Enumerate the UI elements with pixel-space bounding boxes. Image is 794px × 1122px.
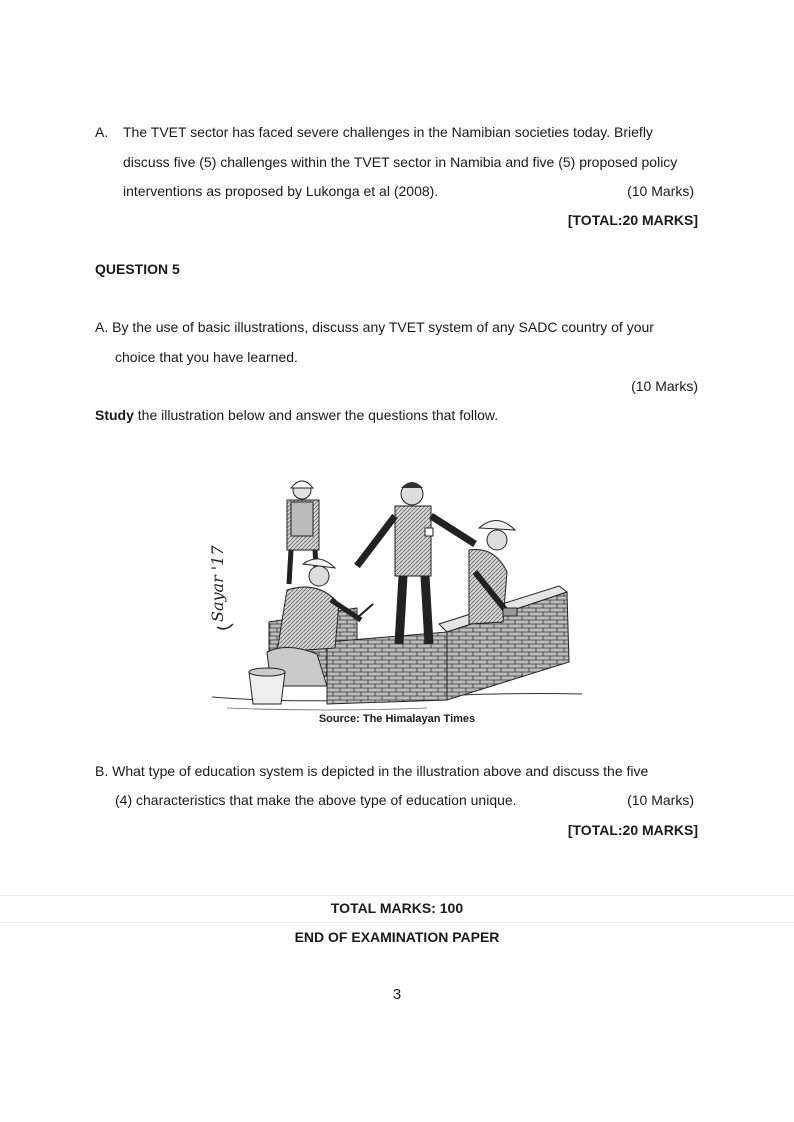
question-a-line-1: The TVET sector has faced severe challenges in the Namibian societies today. Briefly	[123, 124, 653, 140]
question-5b-line-1: B. What type of education system is depicted in the illustration above and discuss the five	[95, 763, 649, 779]
end-of-paper: END OF EXAMINATION PAPER	[294, 929, 500, 945]
question-a-line-2: discuss five (5) challenges within the TVET sector in Namibia and five (5) proposed policy	[123, 154, 678, 170]
question-a-line-3: interventions as proposed by Lukonga et al (2008).	[123, 183, 439, 199]
question-5a-line-2: choice that you have learned.	[115, 349, 298, 365]
scan-rule-bottom	[0, 922, 794, 923]
question-5a-line-1: A. By the use of basic illustrations, discuss any TVET system of any SADC country of your	[95, 319, 654, 335]
question-5b-line-2: (4) characteristics that make the above type of education unique.	[115, 792, 517, 808]
bricklaying-illustration	[207, 472, 587, 714]
page-number: 3	[392, 986, 402, 1003]
question-5a-marks: (10 Marks)	[631, 378, 698, 394]
study-instruction	[95, 405, 498, 425]
question-a-total: [TOTAL:20 MARKS]	[567, 212, 698, 228]
question-5-heading: QUESTION 5	[95, 261, 180, 277]
study-rest-text: the illustration below and answer the questions that follow.	[133, 407, 499, 423]
question-a-label: A.	[95, 124, 109, 140]
study-bold-word: Study	[95, 407, 134, 423]
scan-rule-top	[0, 895, 794, 896]
illustration-source: Source: The Himalayan Times	[318, 713, 476, 725]
total-marks: TOTAL MARKS: 100	[330, 900, 464, 916]
bricklaying-cartoon-image	[207, 472, 587, 714]
question-5-total: [TOTAL:20 MARKS]	[567, 822, 698, 838]
question-5b-marks: (10 Marks)	[627, 792, 694, 808]
artist-signature: Sayar '17	[208, 545, 227, 622]
question-a-marks: (10 Marks)	[627, 183, 694, 199]
